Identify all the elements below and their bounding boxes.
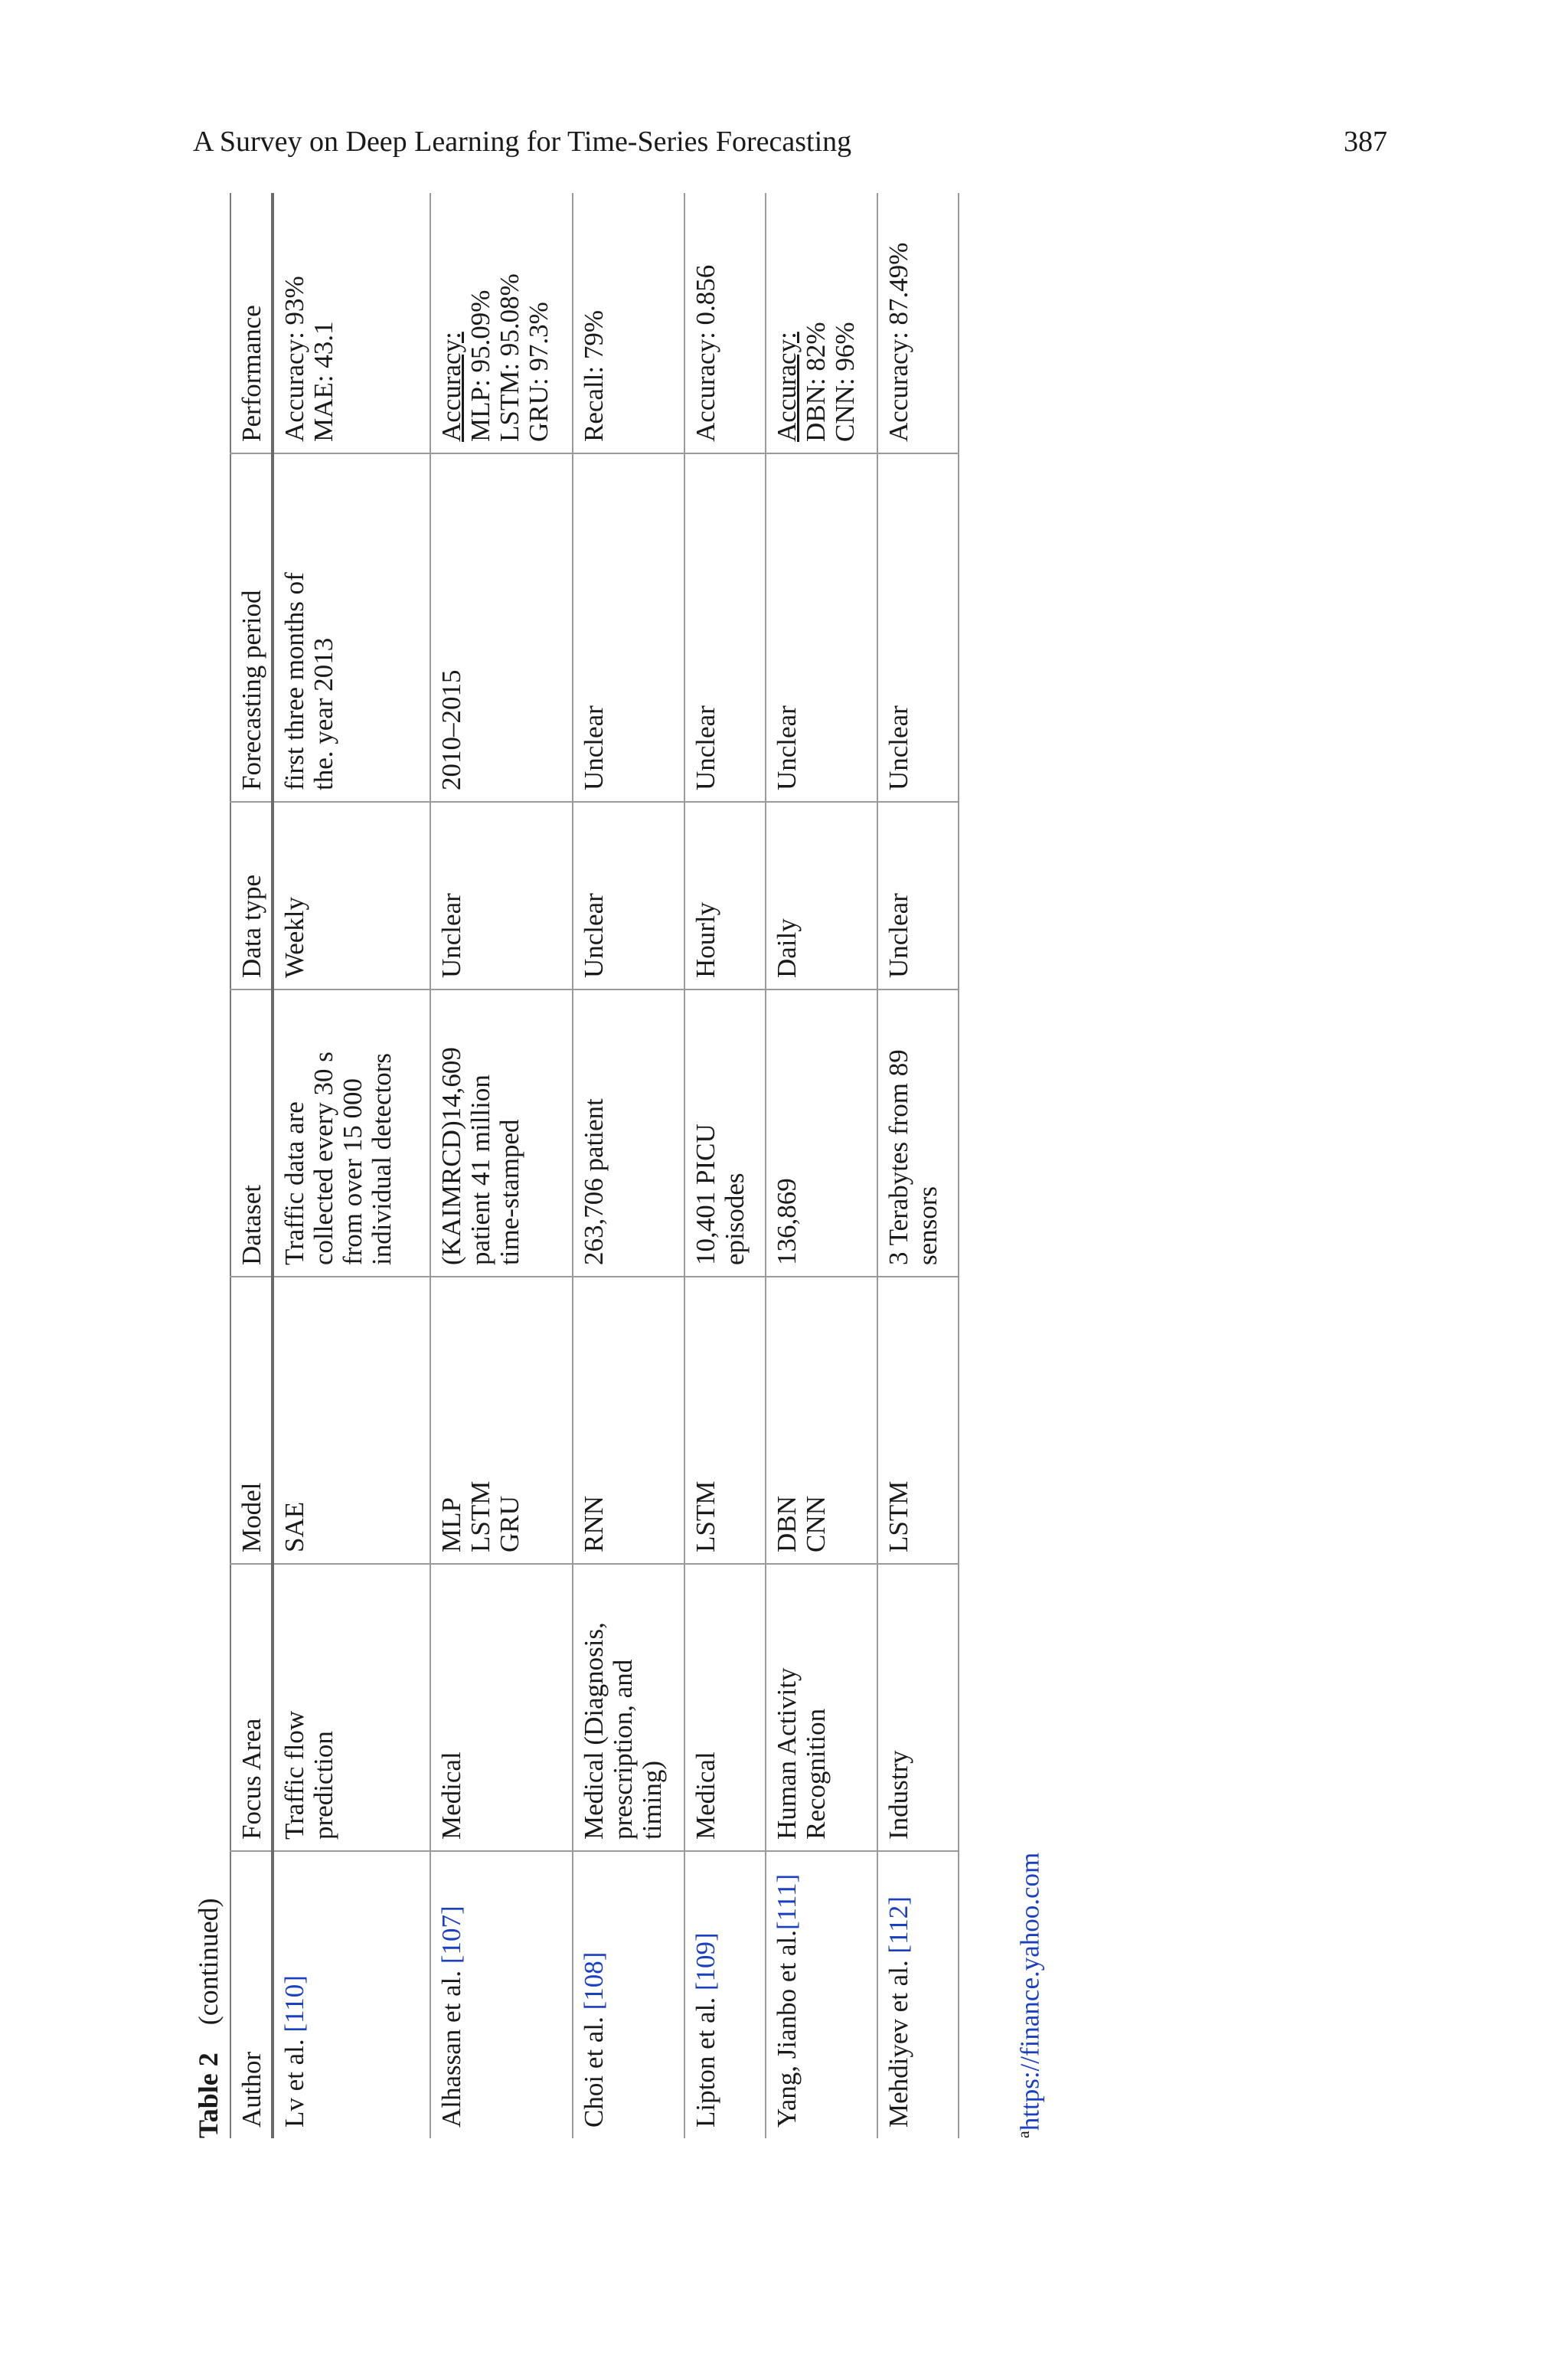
citation-link[interactable]: [108] — [579, 1951, 609, 2010]
col-header-author: Author — [230, 1851, 273, 2138]
table-row — [684, 193, 766, 2138]
period-line: 2010–2015 — [436, 669, 466, 790]
author-name: Lv et al. — [279, 2032, 309, 2128]
dataset-line: 263,706 patient — [579, 1098, 609, 1265]
cell-performance — [766, 193, 877, 453]
footnote-link[interactable]: https://finance.yahoo.com — [1014, 1852, 1045, 2131]
cell-performance — [573, 193, 684, 453]
cell-forecasting-period — [573, 453, 684, 802]
cell-performance — [877, 193, 959, 453]
performance-line: Accuracy: 87.49% — [884, 242, 913, 442]
citation-link[interactable]: [111] — [772, 1873, 802, 1931]
table-row — [273, 193, 430, 2138]
cell-focus-area — [684, 1564, 766, 1851]
cell-data-type: Daily — [766, 802, 877, 989]
performance-line: MLP: 95.09% — [466, 289, 495, 442]
citation-link[interactable]: [109] — [691, 1932, 720, 1991]
author-name: Mehdiyev et al. — [884, 1953, 913, 2128]
page-number: 387 — [1344, 126, 1387, 158]
performance-line: Accuracy: 93% — [279, 276, 309, 442]
period-line: Unclear — [579, 705, 609, 790]
cell-forecasting-period — [430, 453, 573, 802]
cell-author — [766, 1851, 877, 2138]
model-line: GRU — [495, 1496, 524, 1552]
running-head — [193, 123, 1387, 161]
period-line: Unclear — [691, 705, 720, 790]
cell-forecasting-period — [766, 453, 877, 802]
col-header-forecasting-period: Forecasting period — [230, 453, 273, 802]
cell-data-type: Weekly — [273, 802, 430, 989]
cell-performance — [273, 193, 430, 453]
running-title: A Survey on Deep Learning for Time-Series Forecasting — [193, 126, 852, 158]
author-name: Lipton et al. — [691, 1990, 720, 2128]
focus-line: Industry — [884, 1750, 913, 1840]
model-line: CNN — [801, 1496, 831, 1552]
cell-model — [877, 1277, 959, 1564]
table-row — [766, 193, 877, 2138]
col-header-dataset: Dataset — [230, 989, 273, 1277]
dataset-line: patient 41 million — [466, 1075, 495, 1265]
model-line: DBN — [772, 1496, 802, 1552]
cell-dataset — [573, 989, 684, 1277]
focus-line: prediction — [309, 1731, 338, 1840]
dataset-line: 3 Terabytes from 89 — [884, 1049, 913, 1265]
citation-link[interactable]: [107] — [436, 1905, 466, 1964]
cell-model — [273, 1277, 430, 1564]
focus-line: Recognition — [801, 1708, 831, 1840]
cell-forecasting-period — [684, 453, 766, 802]
focus-line: Medical (Diagnosis, — [579, 1622, 609, 1840]
performance-heading: Accuracy: — [436, 332, 466, 442]
citation-link[interactable]: [110] — [279, 1975, 309, 2033]
cell-model — [430, 1277, 573, 1564]
cell-author — [877, 1851, 959, 2138]
focus-line: Medical — [436, 1752, 466, 1840]
col-header-focus-area: Focus Area — [230, 1564, 273, 1851]
dataset-line: episodes — [720, 1173, 750, 1265]
author-name: Yang, Jianbo et al. — [772, 1930, 802, 2128]
table-caption-label: Table 2 — [193, 2053, 224, 2138]
dataset-line: (KAIMRCD)14,609 — [436, 1047, 466, 1265]
cell-performance — [430, 193, 573, 453]
table-caption-text: (continued) — [193, 1898, 224, 2026]
model-line: RNN — [579, 1496, 609, 1552]
dataset-line: collected every 30 s — [309, 1052, 338, 1265]
col-header-data-type: Data type — [230, 802, 273, 989]
cell-data-type: Unclear — [573, 802, 684, 989]
focus-line: Traffic flow — [279, 1710, 309, 1840]
dataset-line: time-stamped — [495, 1119, 524, 1265]
performance-heading: Accuracy: — [772, 332, 802, 442]
performance-line: DBN: 82% — [801, 322, 831, 442]
author-name: Choi et al. — [579, 2010, 609, 2128]
period-line: the. year 2013 — [309, 637, 338, 790]
table-row — [430, 193, 573, 2138]
cell-dataset — [430, 989, 573, 1277]
citation-link[interactable]: [112] — [884, 1896, 913, 1954]
cell-dataset — [766, 989, 877, 1277]
cell-focus-area — [430, 1564, 573, 1851]
table-header-row — [230, 193, 273, 2138]
rotated-table-block — [187, 193, 1052, 2138]
col-header-model: Model — [230, 1277, 273, 1564]
dataset-line: Traffic data are — [279, 1101, 309, 1265]
dataset-line: from over 15 000 — [338, 1078, 368, 1265]
cell-model — [766, 1277, 877, 1564]
cell-performance — [684, 193, 766, 453]
table-caption — [187, 1898, 230, 2138]
cell-focus-area — [573, 1564, 684, 1851]
col-header-performance: Performance — [230, 193, 273, 453]
data-table — [230, 193, 959, 2138]
cell-data-type: Unclear — [877, 802, 959, 989]
cell-model — [684, 1277, 766, 1564]
table-row — [877, 193, 959, 2138]
cell-author — [684, 1851, 766, 2138]
performance-line: CNN: 96% — [830, 322, 860, 442]
dataset-line: 136,869 — [772, 1178, 802, 1265]
performance-line: MAE: 43.1 — [309, 321, 338, 442]
model-line: LSTM — [884, 1480, 913, 1552]
performance-line: Accuracy: 0.856 — [691, 264, 720, 442]
performance-line: LSTM: 95.08% — [495, 273, 524, 442]
performance-line: Recall: 79% — [579, 309, 609, 442]
footnote-mark: a — [1014, 2131, 1033, 2138]
cell-dataset — [273, 989, 430, 1277]
focus-line: Human Activity — [772, 1667, 802, 1840]
performance-line: GRU: 97.3% — [524, 302, 554, 442]
table-row — [573, 193, 684, 2138]
cell-focus-area — [766, 1564, 877, 1851]
table-footnote — [1004, 1853, 1043, 2138]
period-line: first three months of — [279, 572, 309, 790]
cell-forecasting-period — [877, 453, 959, 802]
cell-data-type: Hourly — [684, 802, 766, 989]
cell-author — [573, 1851, 684, 2138]
cell-focus-area — [273, 1564, 430, 1851]
cell-author — [273, 1851, 430, 2138]
cell-dataset — [877, 989, 959, 1277]
focus-line: prescription, and — [608, 1659, 638, 1840]
focus-line: Medical — [691, 1752, 720, 1840]
model-line: MLP — [436, 1497, 466, 1552]
cell-model — [573, 1277, 684, 1564]
period-line: Unclear — [772, 705, 802, 790]
model-line: LSTM — [691, 1480, 720, 1552]
cell-dataset — [684, 989, 766, 1277]
author-name: Alhassan et al. — [436, 1964, 466, 2128]
focus-line: timing) — [637, 1760, 667, 1840]
cell-forecasting-period — [273, 453, 430, 802]
dataset-line: sensors — [913, 1186, 942, 1265]
cell-data-type: Unclear — [430, 802, 573, 989]
period-line: Unclear — [884, 705, 913, 790]
model-line: LSTM — [466, 1480, 495, 1552]
dataset-line: 10,401 PICU — [691, 1124, 720, 1265]
cell-focus-area — [877, 1564, 959, 1851]
dataset-line: individual detectors — [367, 1052, 397, 1265]
cell-author — [430, 1851, 573, 2138]
model-line: SAE — [279, 1501, 309, 1552]
